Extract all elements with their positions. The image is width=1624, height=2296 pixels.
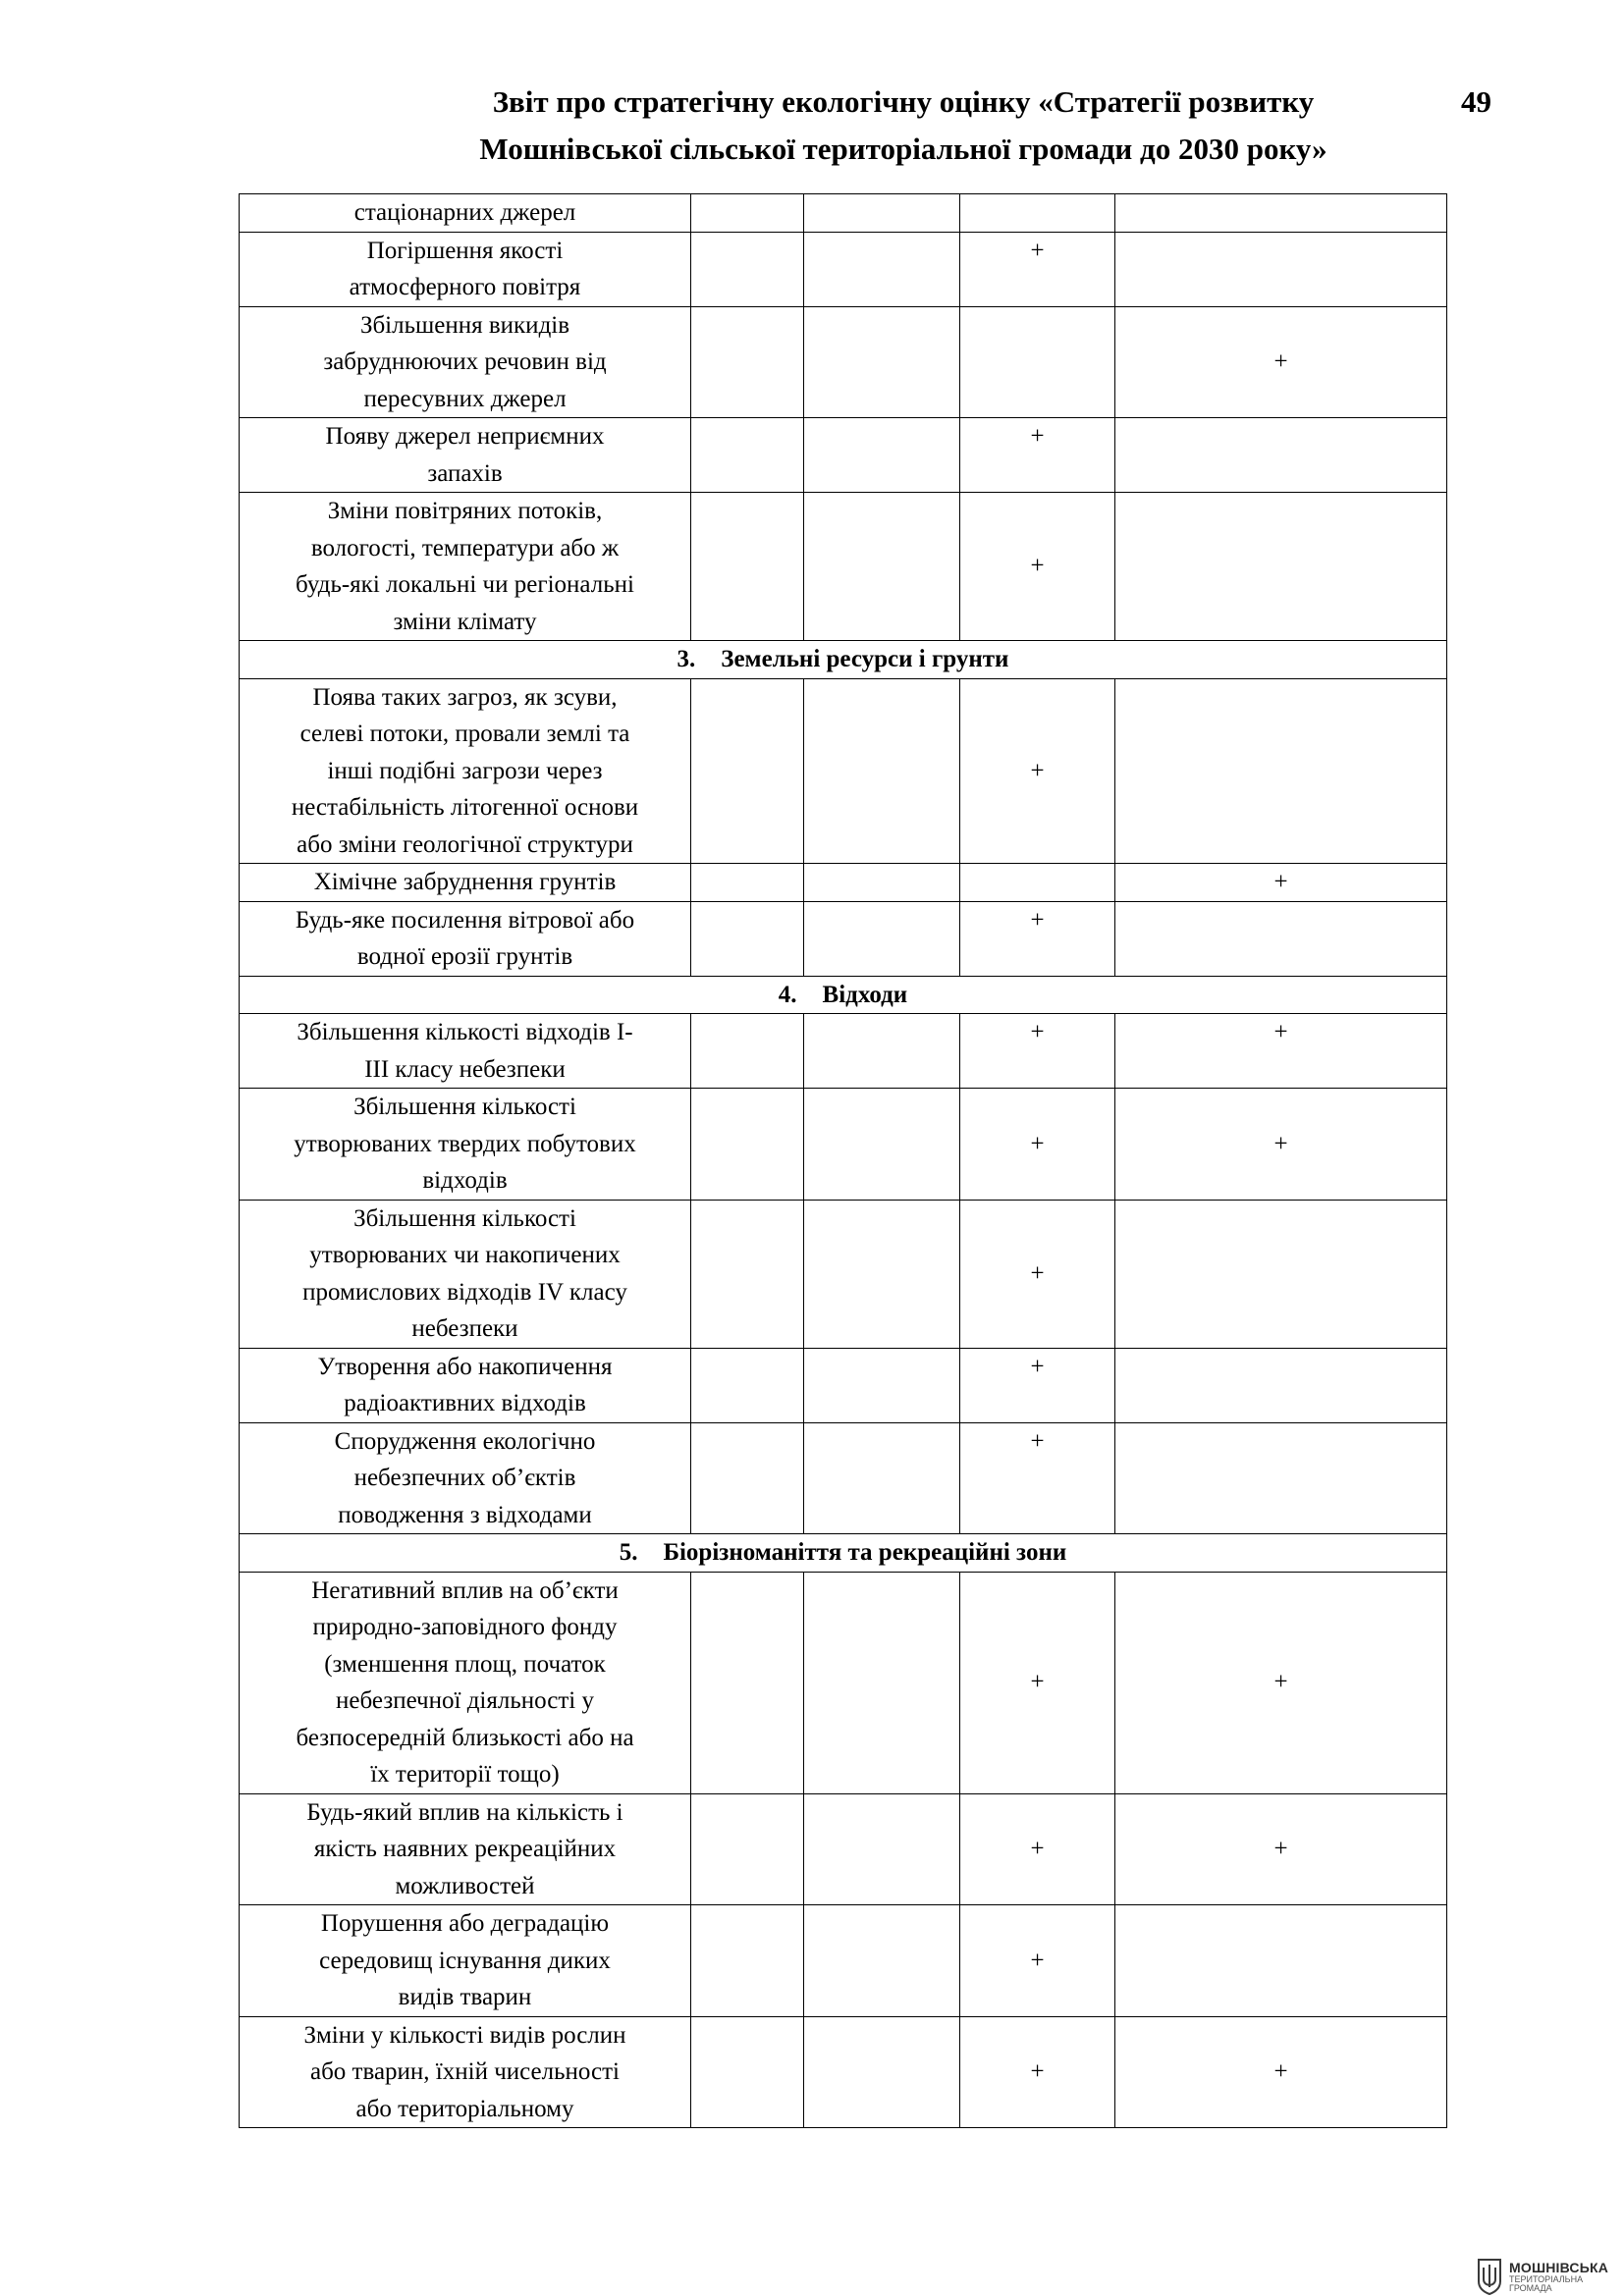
mark-cell-c2 — [804, 1793, 960, 1905]
impact-description — [240, 864, 691, 902]
impact-description — [240, 901, 691, 976]
description-line: вологості, температури або ж — [310, 534, 620, 561]
impact-description — [240, 1014, 691, 1089]
logo-subtitle-line1: ТЕРИТОРІАЛЬНА — [1509, 2274, 1584, 2284]
section-number: 5. — [619, 1539, 638, 1566]
mark-cell-c1 — [691, 1905, 804, 2017]
mark-cell-c4 — [1115, 194, 1447, 233]
description-line: або зміни геологічної структури — [297, 830, 633, 858]
description-line: або тварин, їхній чисельності — [309, 2058, 620, 2085]
description-line: інші подібні загрози через — [327, 757, 603, 784]
description-line: Негативний вплив на об’єкти — [311, 1576, 619, 1604]
description-line: безпосередній близькості або на — [296, 1724, 634, 1751]
description-line: природно-заповідного фонду — [312, 1614, 618, 1640]
description-line: якість наявних рекреаційних — [313, 1836, 617, 1862]
mark-cell-c4: + — [1115, 1793, 1447, 1905]
impact-description — [240, 1572, 691, 1793]
description-line: утворюваних твердих побутових — [294, 1130, 636, 1157]
mark-cell-c1 — [691, 1793, 804, 1905]
mark-cell-c2 — [804, 1200, 960, 1348]
mark-cell-c1 — [691, 901, 804, 976]
mark-cell-c3: + — [960, 2016, 1115, 2128]
description-line: Будь-який вплив на кількість і — [306, 1798, 623, 1826]
mark-cell-c3: + — [960, 1793, 1115, 1905]
description-line: або територіальному — [355, 2095, 574, 2122]
mark-cell-c4 — [1115, 493, 1447, 641]
mark-cell-c3 — [960, 864, 1115, 902]
table-row — [240, 1793, 1447, 1905]
impact-description — [240, 194, 691, 233]
mark-cell-c2 — [804, 306, 960, 418]
description-line: атмосферного повітря — [349, 274, 581, 300]
description-line: Погіршення якості — [366, 237, 564, 264]
mark-cell-c2 — [804, 864, 960, 902]
mark-cell-c4 — [1115, 1905, 1447, 2017]
mark-cell-c3: + — [960, 1014, 1115, 1089]
section-title — [240, 976, 1447, 1014]
mark-cell-c2 — [804, 232, 960, 306]
description-line: їх території тощо) — [370, 1761, 560, 1788]
mark-cell-c3: + — [960, 1572, 1115, 1793]
section-header-row — [240, 641, 1447, 679]
table-row — [240, 1572, 1447, 1793]
description-line: Збільшення викидів — [359, 311, 570, 339]
community-logo — [1476, 2258, 1613, 2295]
mark-cell-c4: + — [1115, 864, 1447, 902]
impact-description — [240, 1089, 691, 1201]
mark-cell-c2 — [804, 418, 960, 493]
mark-cell-c4 — [1115, 678, 1447, 864]
mark-cell-c2 — [804, 901, 960, 976]
mark-cell-c1 — [691, 2016, 804, 2128]
mark-cell-c1 — [691, 1200, 804, 1348]
trident-icon — [1476, 2258, 1503, 2295]
mark-cell-c1 — [691, 493, 804, 641]
impact-table — [239, 193, 1447, 2128]
impact-description — [240, 1348, 691, 1422]
description-line: Порушення або деградацію — [320, 1910, 610, 1937]
impact-description — [240, 306, 691, 418]
mark-cell-c1 — [691, 1089, 804, 1201]
description-line: пересувних джерел — [363, 385, 567, 412]
description-line: Зміни у кількості видів рослин — [303, 2021, 626, 2049]
mark-cell-c3: + — [960, 1200, 1115, 1348]
mark-cell-c3: + — [960, 493, 1115, 641]
description-line: селеві потоки, провали землі та — [299, 721, 630, 747]
description-line: радіоактивних відходів — [344, 1390, 586, 1416]
mark-cell-c3: + — [960, 418, 1115, 493]
mark-cell-c3: + — [960, 901, 1115, 976]
section-number: 3. — [677, 646, 696, 672]
mark-cell-c2 — [804, 2016, 960, 2128]
mark-cell-c1 — [691, 864, 804, 902]
description-line: середовищ існування диких — [319, 1947, 611, 1974]
section-title — [240, 1534, 1447, 1573]
description-line: Збільшення кількості — [353, 1094, 576, 1120]
table-row — [240, 418, 1447, 493]
description-line: небезпеки — [411, 1315, 518, 1342]
mark-cell-c4: + — [1115, 2016, 1447, 2128]
mark-cell-c1 — [691, 1422, 804, 1534]
mark-cell-c1 — [691, 678, 804, 864]
impact-description — [240, 493, 691, 641]
table-row — [240, 194, 1447, 233]
logo-subtitle — [1509, 2274, 1584, 2293]
mark-cell-c4: + — [1115, 1572, 1447, 1793]
table-row — [240, 678, 1447, 864]
impact-description — [240, 678, 691, 864]
table-row — [240, 306, 1447, 418]
description-line: зміни клімату — [393, 608, 537, 635]
impact-description — [240, 1905, 691, 2017]
header-title-line1: Звіт про стратегічну екологічну оцінку «Стратегії розвитку — [492, 84, 1315, 119]
description-line: поводження з відходами — [338, 1501, 592, 1528]
description-line: Поява таких загроз, як зсуви, — [312, 683, 618, 711]
description-line: відходів — [422, 1167, 508, 1194]
section-label: Земельні ресурси і грунти — [721, 646, 1009, 672]
mark-cell-c4 — [1115, 901, 1447, 976]
mark-cell-c4: + — [1115, 1014, 1447, 1089]
impact-description — [240, 232, 691, 306]
table-row — [240, 901, 1447, 976]
mark-cell-c1 — [691, 1348, 804, 1422]
table-row — [240, 2016, 1447, 2128]
impact-description — [240, 418, 691, 493]
table-row — [240, 864, 1447, 902]
mark-cell-c4 — [1115, 1200, 1447, 1348]
description-line: Хімічне забруднення грунтів — [313, 869, 617, 895]
mark-cell-c2 — [804, 1014, 960, 1089]
table-row — [240, 493, 1447, 641]
table-row — [240, 1200, 1447, 1348]
description-line: Збільшення кількості — [353, 1204, 576, 1232]
page-number: 49 — [1461, 84, 1491, 119]
mark-cell-c2 — [804, 1422, 960, 1534]
table-row — [240, 1905, 1447, 2017]
mark-cell-c2 — [804, 1572, 960, 1793]
mark-cell-c4 — [1115, 1348, 1447, 1422]
logo-subtitle-line2: ГРОМАДА — [1509, 2283, 1552, 2293]
table-row — [240, 1348, 1447, 1422]
section-label: Відходи — [822, 981, 908, 1008]
mark-cell-c2 — [804, 493, 960, 641]
description-line: Збільшення кількості відходів І- — [297, 1019, 633, 1045]
description-line: нестабільність літогенної основи — [291, 794, 639, 821]
description-line: Будь-яке посилення вітрової або — [295, 906, 635, 934]
impact-description — [240, 1793, 691, 1905]
table-row — [240, 1422, 1447, 1534]
impact-description — [240, 1422, 691, 1534]
mark-cell-c4 — [1115, 418, 1447, 493]
description-line: утворюваних чи накопичених — [309, 1242, 621, 1268]
mark-cell-c3: + — [960, 232, 1115, 306]
mark-cell-c4 — [1115, 1422, 1447, 1534]
mark-cell-c3: + — [960, 1348, 1115, 1422]
table-row — [240, 1014, 1447, 1089]
description-line: небезпечних об’єктів — [353, 1465, 576, 1491]
header-title-line2: Мошнівської сільської територіальної громади до 2030 року» — [479, 132, 1327, 166]
section-number: 4. — [778, 981, 797, 1008]
description-line: промислових відходів IV класу — [302, 1278, 627, 1306]
mark-cell-c2 — [804, 1348, 960, 1422]
description-line: запахів — [427, 459, 503, 487]
mark-cell-c3: + — [960, 1089, 1115, 1201]
table-row — [240, 232, 1447, 306]
section-header-row — [240, 1534, 1447, 1573]
mark-cell-c2 — [804, 1089, 960, 1201]
mark-cell-c1 — [691, 306, 804, 418]
mark-cell-c3: + — [960, 1905, 1115, 2017]
impact-description — [240, 1200, 691, 1348]
description-line: забруднюючих речовин від — [323, 348, 607, 375]
section-title — [240, 641, 1447, 679]
mark-cell-c1 — [691, 232, 804, 306]
table-row — [240, 1089, 1447, 1201]
description-line: можливостей — [395, 1872, 535, 1899]
description-line: ІІІ класу небезпеки — [364, 1055, 566, 1083]
description-line: Появу джерел неприємних — [325, 423, 605, 450]
mark-cell-c1 — [691, 418, 804, 493]
document-header — [412, 79, 1394, 173]
mark-cell-c3: + — [960, 678, 1115, 864]
mark-cell-c2 — [804, 678, 960, 864]
description-line: Зміни повітряних потоків, — [327, 498, 603, 524]
description-line: стаціонарних джерел — [353, 199, 576, 226]
mark-cell-c3: + — [960, 1422, 1115, 1534]
section-header-row — [240, 976, 1447, 1014]
description-line: Спорудження екологічно — [334, 1427, 596, 1455]
description-line: небезпечної діяльності у — [336, 1687, 594, 1714]
impact-description — [240, 2016, 691, 2128]
description-line: будь-які локальні чи регіональні — [296, 571, 634, 598]
mark-cell-c2 — [804, 1905, 960, 2017]
mark-cell-c3 — [960, 194, 1115, 233]
description-line: Утворення або накопичення — [317, 1353, 613, 1380]
mark-cell-c1 — [691, 194, 804, 233]
mark-cell-c2 — [804, 194, 960, 233]
section-label: Біорізноманіття та рекреаційні зони — [663, 1539, 1067, 1566]
logo-name: МОШНІВСЬКА — [1509, 2260, 1609, 2275]
mark-cell-c4 — [1115, 232, 1447, 306]
mark-cell-c1 — [691, 1572, 804, 1793]
mark-cell-c3 — [960, 306, 1115, 418]
description-line: видів тварин — [398, 1984, 532, 2010]
impact-table-body — [240, 194, 1447, 2128]
mark-cell-c4: + — [1115, 1089, 1447, 1201]
mark-cell-c4: + — [1115, 306, 1447, 418]
description-line: водної ерозії грунтів — [356, 943, 573, 970]
mark-cell-c1 — [691, 1014, 804, 1089]
description-line: (зменшення площ, початок — [324, 1650, 606, 1678]
